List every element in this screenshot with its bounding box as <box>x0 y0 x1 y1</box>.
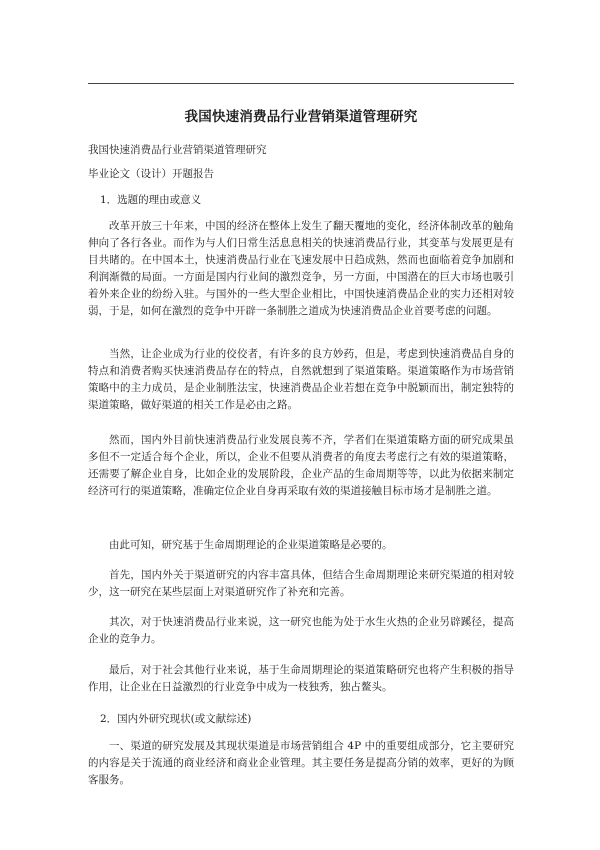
document-title: 我国快速消费品行业营销渠道管理研究 <box>184 109 418 125</box>
paragraph-5: 首先，国内外关于渠道研究的内容丰富具体，但结合生命周期理论来研究渠道的相对较少，这一研究在某些层面上对渠道研究作了补充和完善。 <box>88 569 514 598</box>
section-heading-2: 2．国内外研究现状(或文献综述) <box>100 713 252 725</box>
section-heading-1: 1．选题的理由或意义 <box>100 194 202 206</box>
paragraph-4: 由此可知，研究基于生命周期理论的企业渠道策略是必要的。 <box>109 539 393 551</box>
section2-paragraph: 一、渠道的研究发展及其现状渠道是市场营销组合 4P 中的重要组成部分，它主要研究的内容是关于流通的商业经济和商业企业管理。其主要任务是提高分销的效率，更好的为顾客服务。 <box>88 740 514 786</box>
paragraph-7: 最后，对于社会其他行业来说，基于生命周期理论的渠道策略研究也将产生积极的指导作用，让企业在日益激烈的行业竞争中成为一枝独秀，独占鳌头。 <box>88 664 514 693</box>
report-type: 毕业论文（设计）开题报告 <box>88 168 214 180</box>
paragraph-3: 然而，国内外目前快速消费品行业发展良莠不齐，学者们在渠道策略方面的研究成果虽多但不一定适合每个企业，所以，企业不但要从消费者的角度去考虑行之有效的渠道策略，还需要了解企业自身，比如企业的发展阶段，企业产品的生命周期等等，以此为依据来制定经济可行的渠道策略，准确定位企业自身再采取有效的渠道接触目标市场才是制胜之道。 <box>88 434 514 497</box>
document-subtitle: 我国快速消费品行业营销渠道管理研究 <box>88 144 267 156</box>
header-rule <box>88 83 514 84</box>
paragraph-6: 其次，对于快速消费品行业来说，这一研究也能为处于水生火热的企业另辟蹊径，提高企业的竞争力。 <box>88 616 514 645</box>
paragraph-1: 改革开放三十年来，中国的经济在整体上发生了翻天覆地的变化，经济体制改革的触角伸向了各行各业。而作为与人们日常生活息息相关的快速消费品行业，其变革与发展更是有目共睹的。在中国本土，快速消费品行业在飞速发展中日趋成熟，然而也面临着竞争加剧和利润渐微的局面。一方面是国内行业间的激烈竞争，另一方面，中国潜在的巨大市场也吸引着外来企业的纷纷入驻。与国外的一些大型企业相比，中国快速消费品企业的实力还相对较弱，于是，如何在激烈的竞争中开辟一条制胜之道成为快速消费品企业首要考虑的问题。 <box>88 220 514 317</box>
paragraph-2: 当然，让企业成为行业的佼佼者，有许多的良方妙药，但是，考虑到快速消费品自身的特点和消费者购买快速消费品存在的特点，自然就想到了渠道策略。渠道策略作为市场营销策略中的主力成员，是企业制胜法宝，快速消费品企业若想在竞争中脱颖而出，制定独特的渠道策略，做好渠道的相关工作是必由之路。 <box>88 348 514 411</box>
